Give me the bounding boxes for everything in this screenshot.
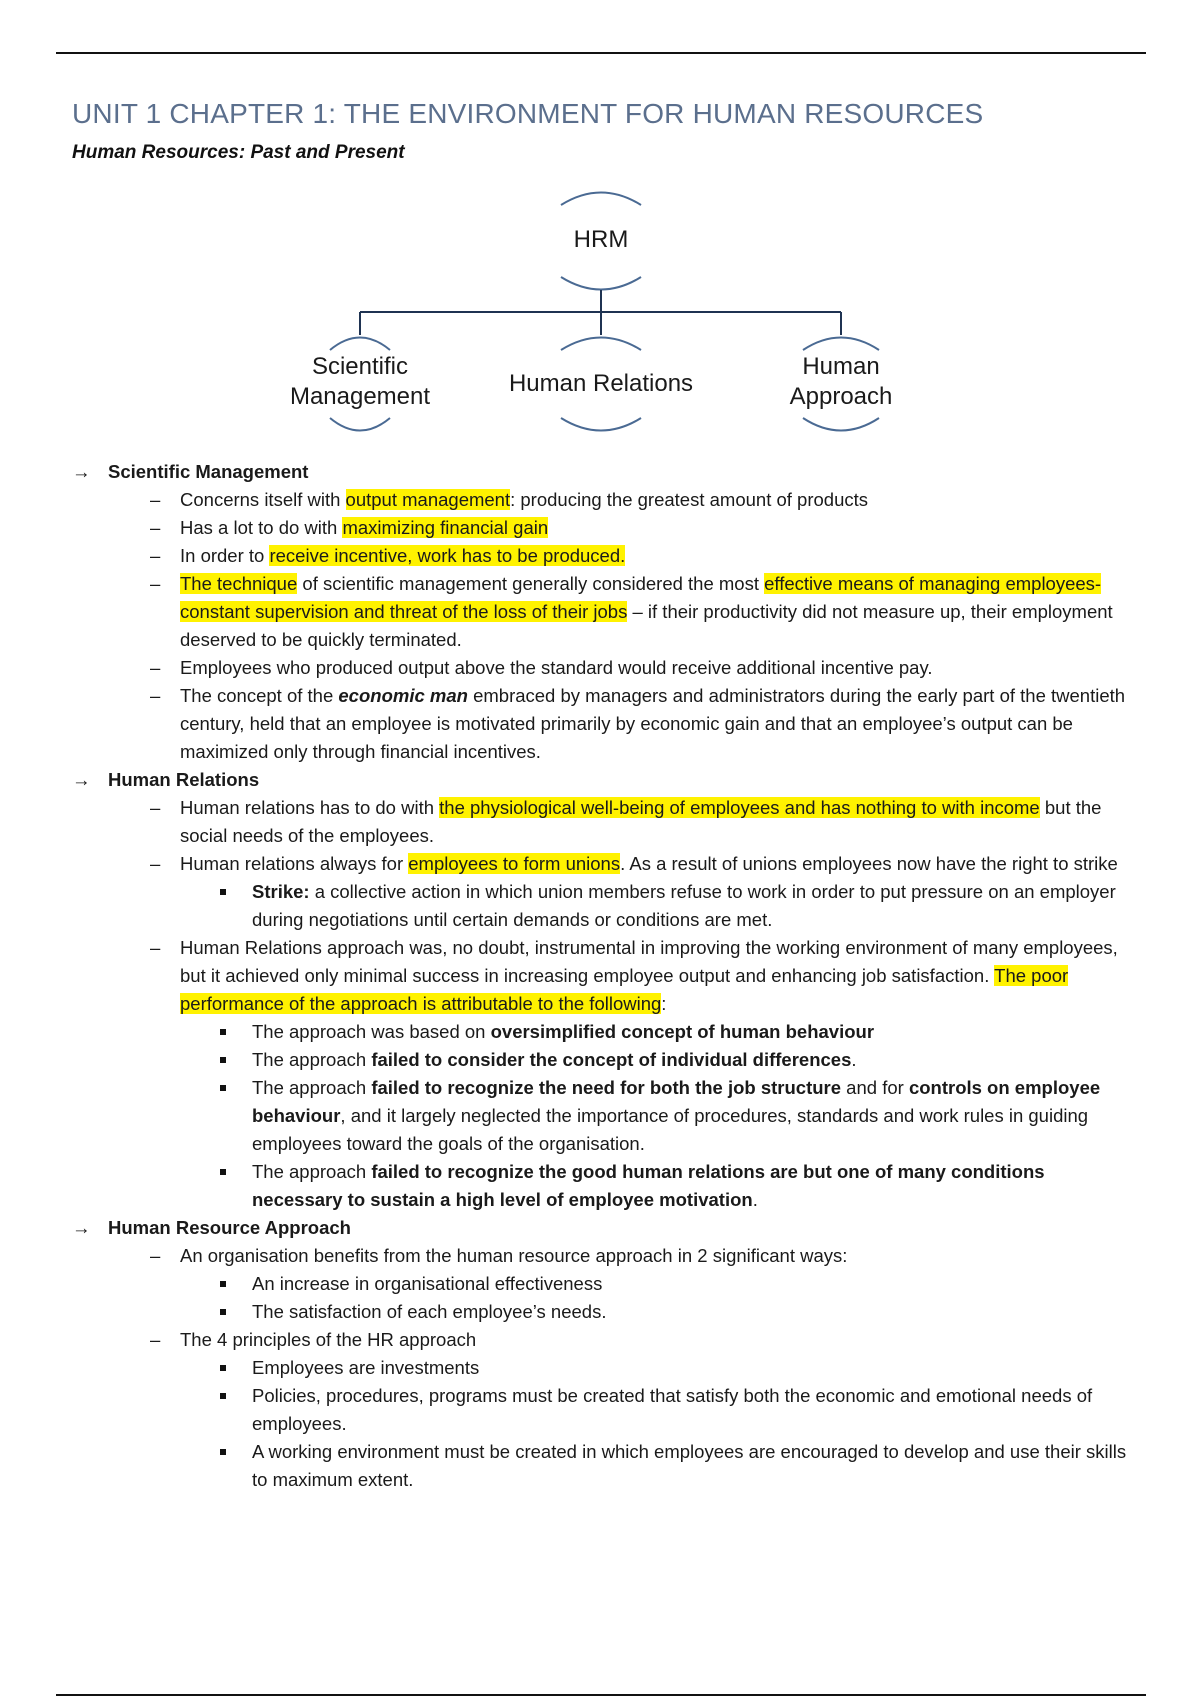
bottom-rule [56,1694,1146,1696]
square-bullet-icon [220,1281,226,1287]
child-node-1-bottom-arc [330,418,390,431]
list-item: – Human Relations approach was, no doubt, instrumental in improving the working environment of many employees, but it achieved only minimal success in increasing employee output and enhancing job satisfaction. The poor performance of the approach is attributable to the following: [72,934,1132,1018]
sub-list-item: Policies, procedures, programs must be created that satisfy both the economic and emotional needs of employees. [72,1382,1132,1438]
dash-bullet-icon: – [150,853,161,874]
sub-list-item: The approach failed to consider the concept of individual differences. [72,1046,1132,1074]
list-item: – In order to receive incentive, work has to be produced. [72,542,1132,570]
dash-bullet-icon: – [150,573,161,594]
section-heading-human-resource-approach: → Human Resource Approach [72,1214,1132,1242]
list-item: – Human relations always for employees to form unions. As a result of unions employees now have the right to strike [72,850,1132,878]
dash-bullet-icon: – [150,1245,161,1266]
list-item: – The technique of scientific management generally considered the most effective means of managing employees- constant supervision and threat of the loss of their jobs – if their productivity did not measure up, their employment deserved to be quickly terminated. [72,570,1132,654]
sub-list-item: The approach was based on oversimplified concept of human behaviour [72,1018,1132,1046]
root-node-top-arc [561,193,641,206]
square-bullet-icon [220,1365,226,1371]
square-bullet-icon [220,1393,226,1399]
list-item: – The concept of the economic man embraced by managers and administrators during the early part of the twentieth century, held that an employee is motivated primarily by economic gain and that an employee’s output can be maximized only through financial incentives. [72,682,1132,766]
dash-bullet-icon: – [150,657,161,678]
child-node-1-label-line1: Scientific [311,353,409,380]
page-title: UNIT 1 CHAPTER 1: THE ENVIRONMENT FOR HUMAN RESOURCES [72,98,984,129]
dash-bullet-icon: – [150,797,161,818]
sub-list-item: A working environment must be created in which employees are encouraged to develop and use their skills to maximum extent. [72,1438,1132,1494]
sub-list-item: The satisfaction of each employee’s needs. [72,1298,1132,1326]
arrow-bullet-icon: → [72,1217,91,1238]
sub-list-item: An increase in organisational effectiveness [72,1270,1132,1298]
list-item: – Employees who produced output above the standard would receive additional incentive pay. [72,654,1132,682]
list-item: – Human relations has to do with the physiological well-being of employees and has nothing to with income but the social needs of the employees. [72,794,1132,850]
root-node-bottom-arc [561,277,641,290]
child-node-3-bottom-arc [803,418,879,431]
dash-bullet-icon: – [150,545,161,566]
arrow-bullet-icon: → [72,769,91,790]
dash-bullet-icon: – [150,517,161,538]
arrow-bullet-icon: → [72,461,91,482]
dash-bullet-icon: – [150,489,161,510]
list-item: – Has a lot to do with maximizing financial gain [72,514,1132,542]
square-bullet-icon [220,1085,226,1091]
child-node-2-top-arc [561,338,641,351]
section-heading-scientific-management: → Scientific Management [72,458,1132,486]
hrm-hierarchy-diagram [0,0,1200,450]
sub-list-item: The approach failed to recognize the need for both the job structure and for controls on employee behaviour, and it largely neglected the importance of procedures, standards and work rules in guiding employees toward the goals of the organisation. [72,1074,1132,1158]
dash-bullet-icon: – [150,937,161,958]
list-item: – The 4 principles of the HR approach [72,1326,1132,1354]
page-subtitle: Human Resources: Past and Present [72,142,405,163]
square-bullet-icon [220,1029,226,1035]
list-item: – Concerns itself with output management: producing the greatest amount of products [72,486,1132,514]
dash-bullet-icon: – [150,685,161,706]
child-node-1-label-line2: Management [289,383,431,410]
notes-body [72,458,1132,1494]
square-bullet-icon [220,1169,226,1175]
dash-bullet-icon: – [150,1329,161,1350]
child-node-3-label-line1: Human [802,353,880,380]
square-bullet-icon [220,889,226,895]
child-node-1-top-arc [330,338,390,351]
child-node-2-label: Human Relations [508,370,694,397]
sub-list-item: Strike: a collective action in which union members refuse to work in order to put pressure on an employer during negotiations until certain demands or conditions are met. [72,878,1132,934]
child-node-3-top-arc [803,338,879,351]
section-heading-human-relations: → Human Relations [72,766,1132,794]
square-bullet-icon [220,1449,226,1455]
square-bullet-icon [220,1309,226,1315]
square-bullet-icon [220,1057,226,1063]
list-item: – An organisation benefits from the human resource approach in 2 significant ways: [72,1242,1132,1270]
child-node-3-label-line2: Approach [789,383,893,410]
sub-list-item: The approach failed to recognize the good human relations are but one of many conditions necessary to sustain a high level of employee motivation. [72,1158,1132,1214]
child-node-2-bottom-arc [561,418,641,431]
sub-list-item: Employees are investments [72,1354,1132,1382]
root-node-label: HRM [573,226,629,253]
